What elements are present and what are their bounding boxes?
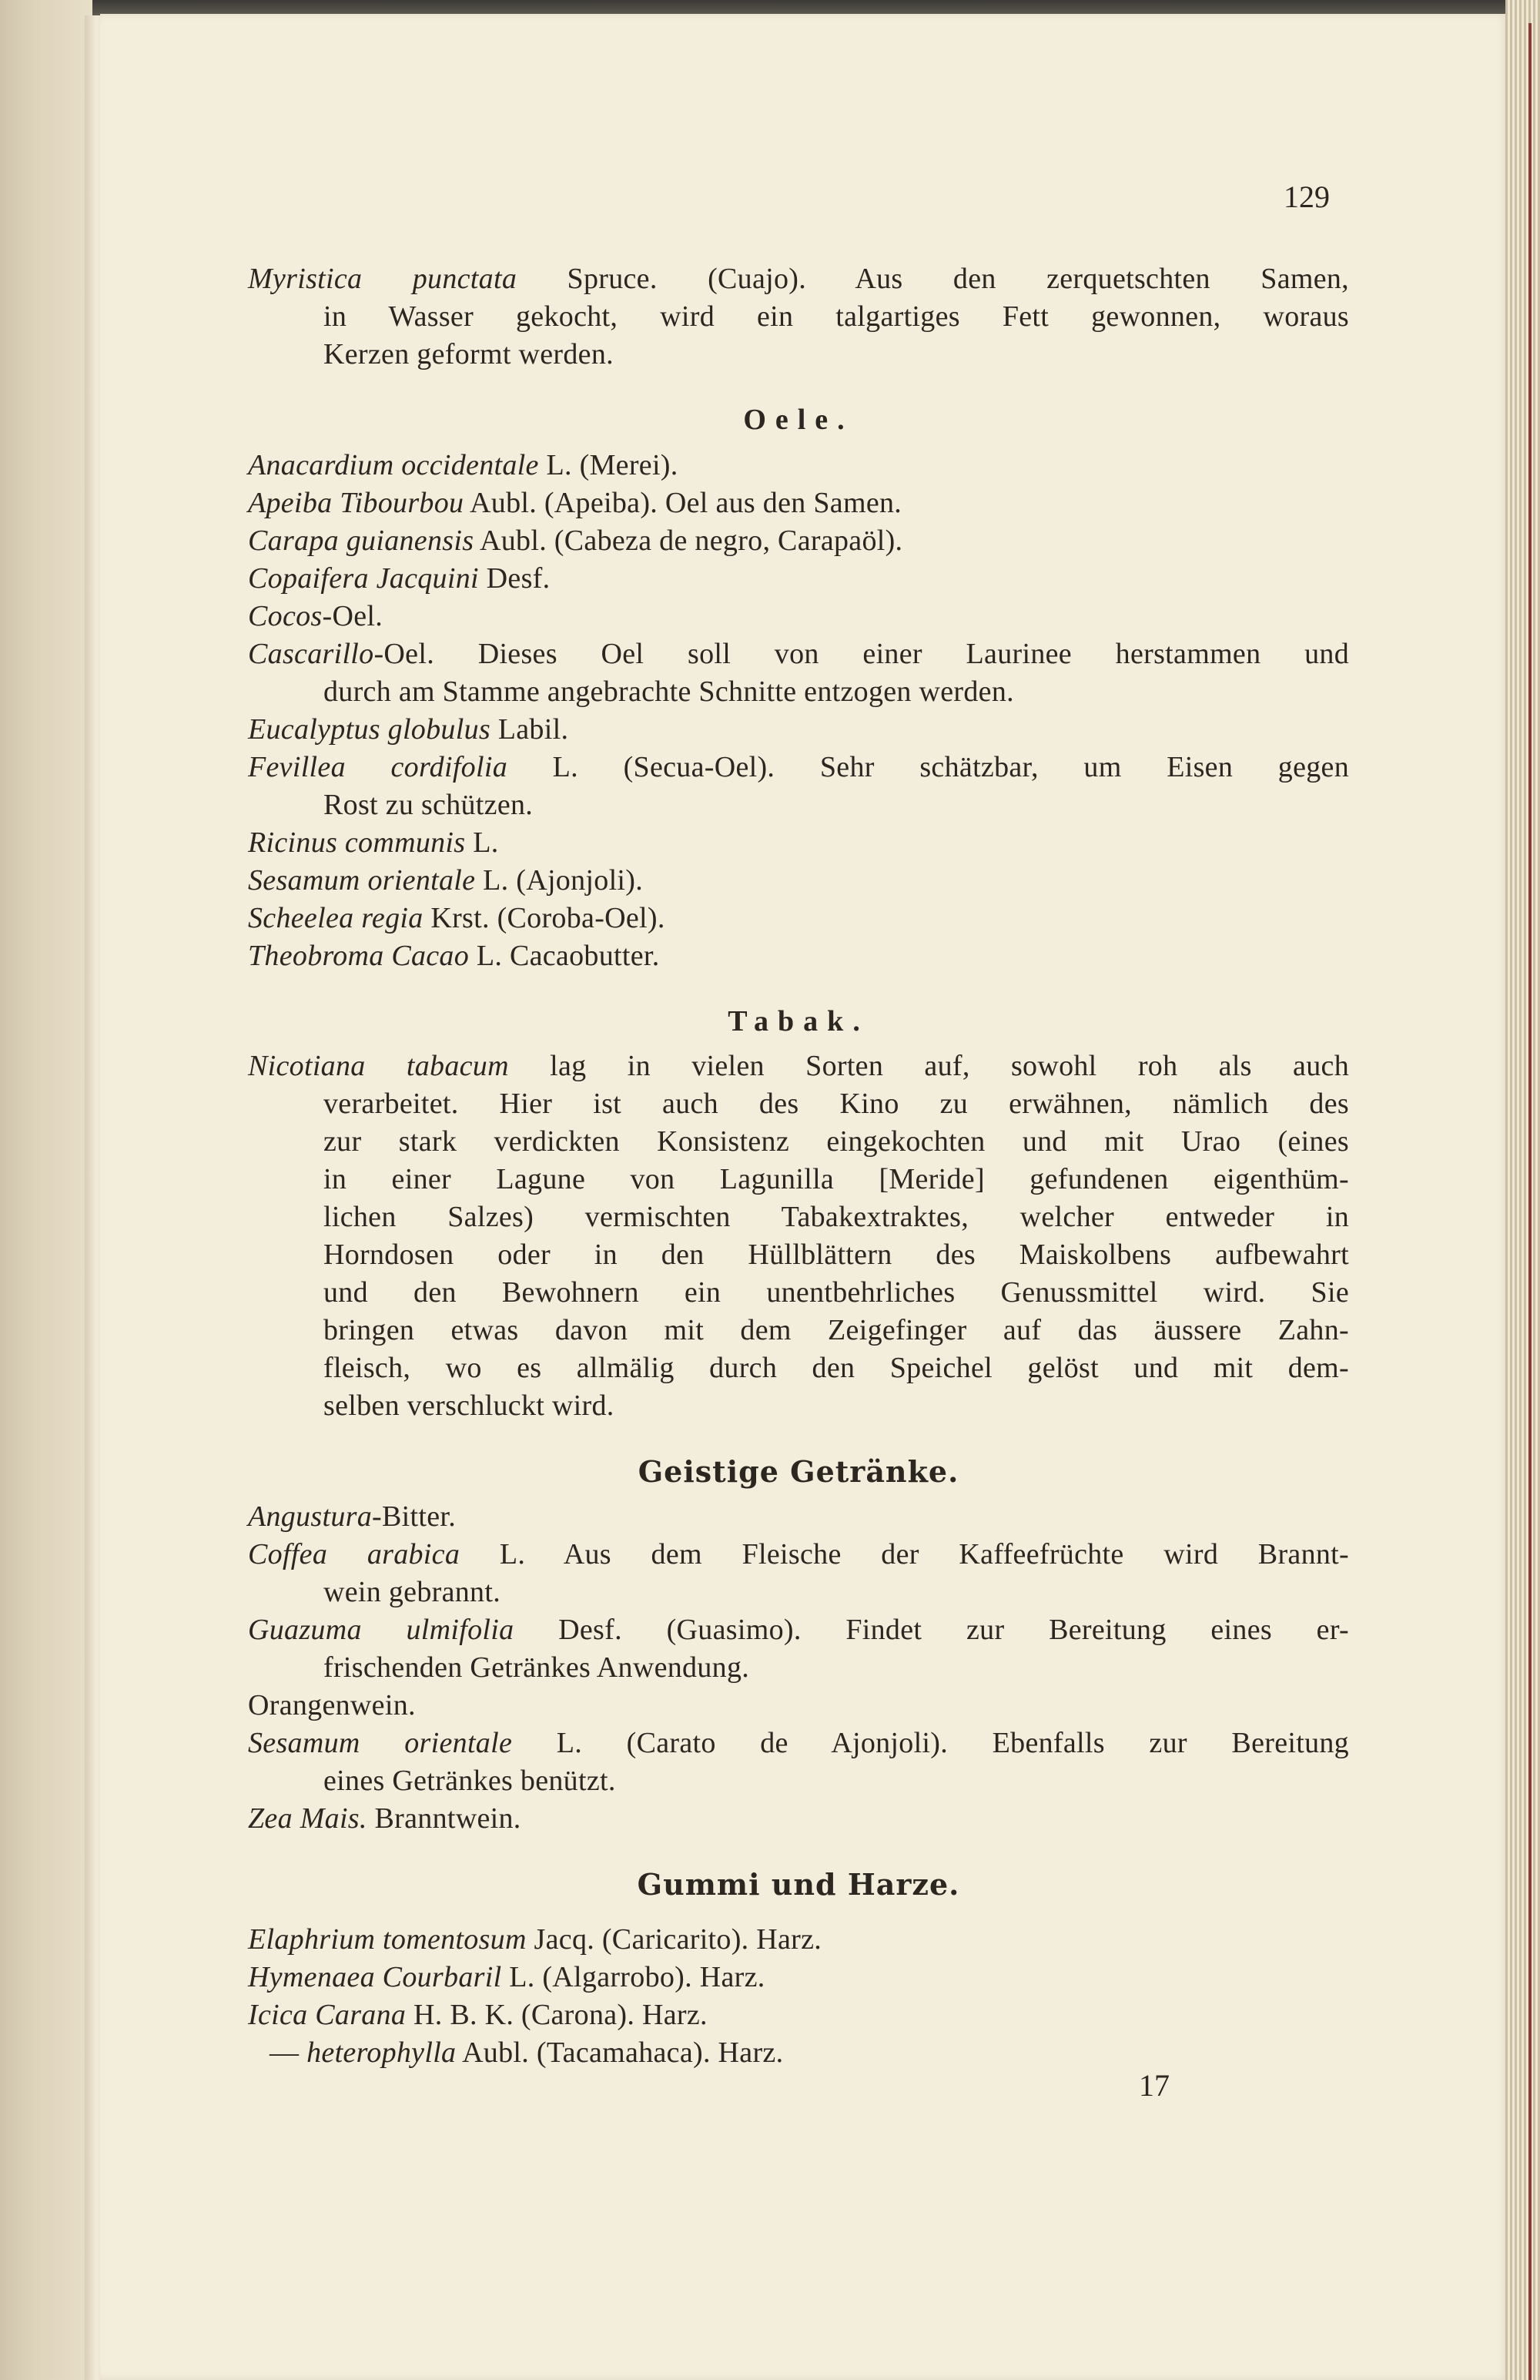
- species-name: Elaphrium tomentosum: [248, 1923, 527, 1956]
- entry-heterophylla: — heterophylla Aubl. (Tacamahaca). Harz.: [270, 2036, 784, 2069]
- entry-sesamum: Sesamum orientale L. (Ajonjoli).: [248, 864, 644, 897]
- entry-elaphrium: Elaphrium tomentosum Jacq. (Caricarito). Harz.: [248, 1923, 822, 1956]
- entry-continuation: in Wasser gekocht, wird ein talgartiges Fett gewonnen, woraus: [323, 300, 1349, 333]
- entry-cocos: Cocos-Oel.: [248, 600, 383, 632]
- species-name: Icica Carana: [248, 1999, 407, 2031]
- entry-continuation: wein gebrannt.: [323, 1576, 501, 1608]
- species-name: Eucalyptus globulus: [248, 713, 490, 746]
- entry-sesamum: Sesamum orientale L. (Carato de Ajonjoli). Ebenfalls zur Bereitung: [248, 1727, 1349, 1759]
- cover-edge-line: [1528, 23, 1532, 2380]
- species-name: Angustura: [248, 1500, 373, 1533]
- section-heading-oele: Oele.: [743, 404, 854, 436]
- entry-coffea: Coffea arabica L. Aus dem Fleische der Kaffeefrüchte wird Brannt-: [248, 1538, 1349, 1570]
- species-name: Sesamum orientale: [248, 1727, 513, 1759]
- paragraph-line: bringen etwas davon mit dem Zeigefinger auf das äussere Zahn-: [323, 1314, 1349, 1346]
- entry-angustura: Angustura-Bitter.: [248, 1500, 457, 1533]
- species-name: Cascarillo: [248, 638, 374, 670]
- paragraph-line: zur stark verdickten Konsistenz eingekochten und mit Urao (eines: [323, 1125, 1349, 1158]
- entry-eucalyptus: Eucalyptus globulus Labil.: [248, 713, 569, 746]
- entry-continuation: frischenden Getränkes Anwendung.: [323, 1651, 750, 1684]
- entry-continuation: Rost zu schützen.: [323, 789, 534, 821]
- entry-hymenaea: Hymenaea Courbaril L. (Algarrobo). Harz.: [248, 1961, 765, 1993]
- species-name: Nicotiana tabacum: [248, 1050, 509, 1082]
- page-number: 129: [1284, 179, 1330, 214]
- species-name: Anacardium occidentale: [248, 449, 539, 481]
- entry-guazuma: Guazuma ulmifolia Desf. (Guasimo). Findet zur Bereitung eines er-: [248, 1614, 1349, 1646]
- paragraph-line: selben verschluckt wird.: [323, 1389, 614, 1422]
- entry-icica: Icica Carana H. B. K. (Carona). Harz.: [248, 1999, 708, 2031]
- species-name: Carapa guianensis: [248, 525, 474, 557]
- paragraph-line: fleisch, wo es allmälig durch den Speichel gelöst und mit dem-: [323, 1352, 1349, 1384]
- species-name: Fevillea cordifolia: [248, 751, 507, 783]
- entry-myristica: Myristica punctata Spruce. (Cuajo). Aus den zerquetschten Samen,: [248, 263, 1349, 295]
- entry-anacardium: Anacardium occidentale L. (Merei).: [248, 449, 678, 481]
- entry-continuation: durch am Stamme angebrachte Schnitte entzogen werden.: [323, 675, 1014, 708]
- entry-ricinus: Ricinus communis L.: [248, 826, 499, 859]
- paragraph-line: Horndosen oder in den Hüllblättern des Maiskolbens aufbewahrt: [323, 1239, 1349, 1271]
- species-name: Hymenaea Courbaril: [248, 1961, 502, 1993]
- entry-cascarillo: Cascarillo-Oel. Dieses Oel soll von einer Laurinee herstammen und: [248, 638, 1349, 670]
- entry-copaifera: Copaifera Jacquini Desf.: [248, 562, 551, 595]
- species-name: Sesamum orientale: [248, 864, 476, 897]
- entry-continuation: Kerzen geformt werden.: [323, 338, 614, 370]
- species-name: Guazuma ulmifolia: [248, 1614, 514, 1646]
- entry-theobroma: Theobroma Cacao L. Cacaobutter.: [248, 940, 660, 972]
- species-name: Scheelea regia: [248, 902, 424, 934]
- entry-zea: Zea Mais. Branntwein.: [248, 1802, 521, 1835]
- species-name: heterophylla: [306, 2036, 457, 2069]
- entry-scheelea: Scheelea regia Krst. (Coroba-Oel).: [248, 902, 665, 934]
- entry-nicotiana: Nicotiana tabacum lag in vielen Sorten auf, sowohl roh als auch: [248, 1050, 1349, 1082]
- paragraph-line: und den Bewohnern ein unentbehrliches Genussmittel wird. Sie: [323, 1276, 1349, 1309]
- species-name: Theobroma Cacao: [248, 940, 470, 972]
- previous-page-edge: [0, 0, 92, 2380]
- section-heading-tabak: Tabak.: [728, 1005, 869, 1037]
- paragraph-line: in einer Lagune von Lagunilla [Meride] gefundenen eigenthüm-: [323, 1163, 1349, 1195]
- species-name: Cocos: [248, 600, 323, 632]
- species-name: Myristica punctata: [248, 263, 517, 295]
- species-name: Ricinus communis: [248, 826, 466, 859]
- section-heading-gummi: Gummi und Harze.: [637, 1867, 960, 1902]
- entry-fevillea: Fevillea cordifolia L. (Secua-Oel). Sehr schätzbar, um Eisen gegen: [248, 751, 1349, 783]
- entry-orangenwein: Orangenwein.: [248, 1689, 416, 1721]
- species-name: Zea Mais.: [248, 1802, 367, 1835]
- species-name: Apeiba Tibourbou: [248, 487, 464, 519]
- sheet-signature: 17: [1139, 2068, 1170, 2103]
- paragraph-line: lichen Salzes) vermischten Tabakextraktes, welcher entweder in: [323, 1201, 1349, 1233]
- species-name: Copaifera Jacquini: [248, 562, 479, 595]
- section-heading-getraenke: Geistige Getränke.: [638, 1454, 959, 1489]
- entry-carapa: Carapa guianensis Aubl. (Cabeza de negro, Carapaöl).: [248, 525, 903, 557]
- entry-apeiba: Apeiba Tibourbou Aubl. (Apeiba). Oel aus den Samen.: [248, 487, 902, 519]
- entry-continuation: eines Getränkes benützt.: [323, 1765, 616, 1797]
- species-name: Coffea arabica: [248, 1538, 460, 1570]
- paragraph-line: verarbeitet. Hier ist auch des Kino zu erwähnen, nämlich des: [323, 1088, 1349, 1120]
- page-stack-edge: [1505, 0, 1540, 2380]
